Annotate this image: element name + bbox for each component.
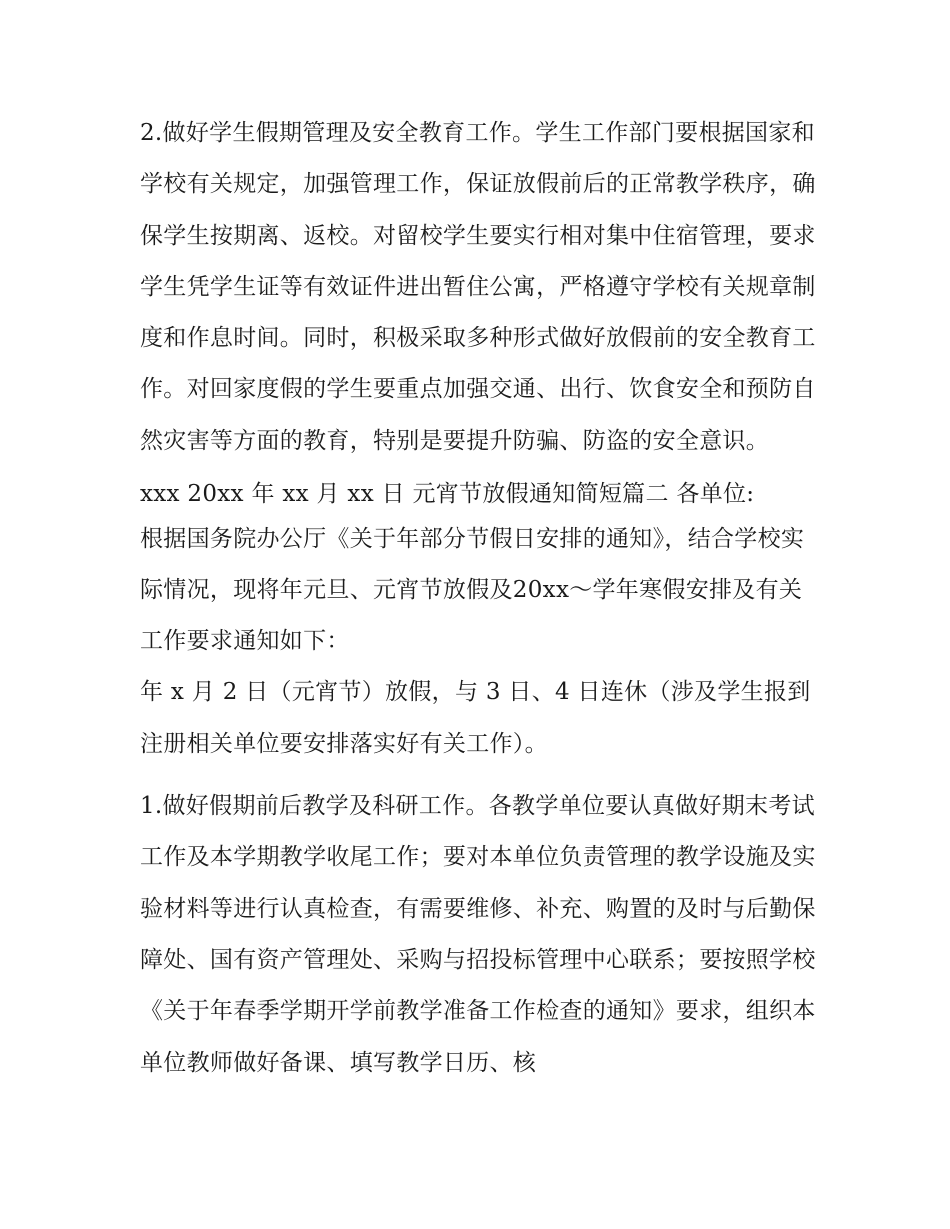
paragraph-notice-heading: xxx 20xx 年 xx 月 xx 日 元宵节放假通知简短篇二 各单位:: [140, 481, 755, 508]
paragraph-teaching-research-work: 1.做好假期前后教学及科研工作。各教学单位要认真做好期末考试工作及本学期教学收尾工作；要对本单位负责管理的教学设施及实验材料等进行认真检查，有需要维修、补充、购置的及时与后勤保障处、国有资产管理处、采购与招投标管理中心联系；要按照学校《关于年春季学期开学前教学准备工作检查的通知》要求，组织本单位教师做好备课、填写教学日历、核: [140, 793, 816, 1076]
paragraph-lantern-festival-holiday: 年 x 月 2 日（元宵节）放假，与 3 日、4 日连休（涉及学生报到注册相关单位要安排落实好有关工作）。: [140, 679, 811, 757]
paragraph-notice-intro: 根据国务院办公厅《关于年部分节假日安排的通知》，结合学校实际情况，现将年元旦、元宵节放假及20xx～学年寒假安排及有关工作要求通知如下：: [140, 525, 805, 655]
paragraph-student-holiday-management: 2.做好学生假期管理及安全教育工作。学生工作部门要根据国家和学校有关规定，加强管理工作，保证放假前后的正常教学秩序，确保学生按期离、返校。对留校学生要实行相对集中住宿管理，要求学生凭学生证等有效证件进出暂住公寓，严格遵守学校有关规章制度和作息时间。同时，积极采取多种形式做好放假前的安全教育工作。对回家度假的学生要重点加强交通、出行、饮食安全和预防自然灾害等方面的教育，特别是要提升防骗、防盗的安全意识。: [140, 120, 816, 454]
document-body: [140, 108, 820, 1089]
